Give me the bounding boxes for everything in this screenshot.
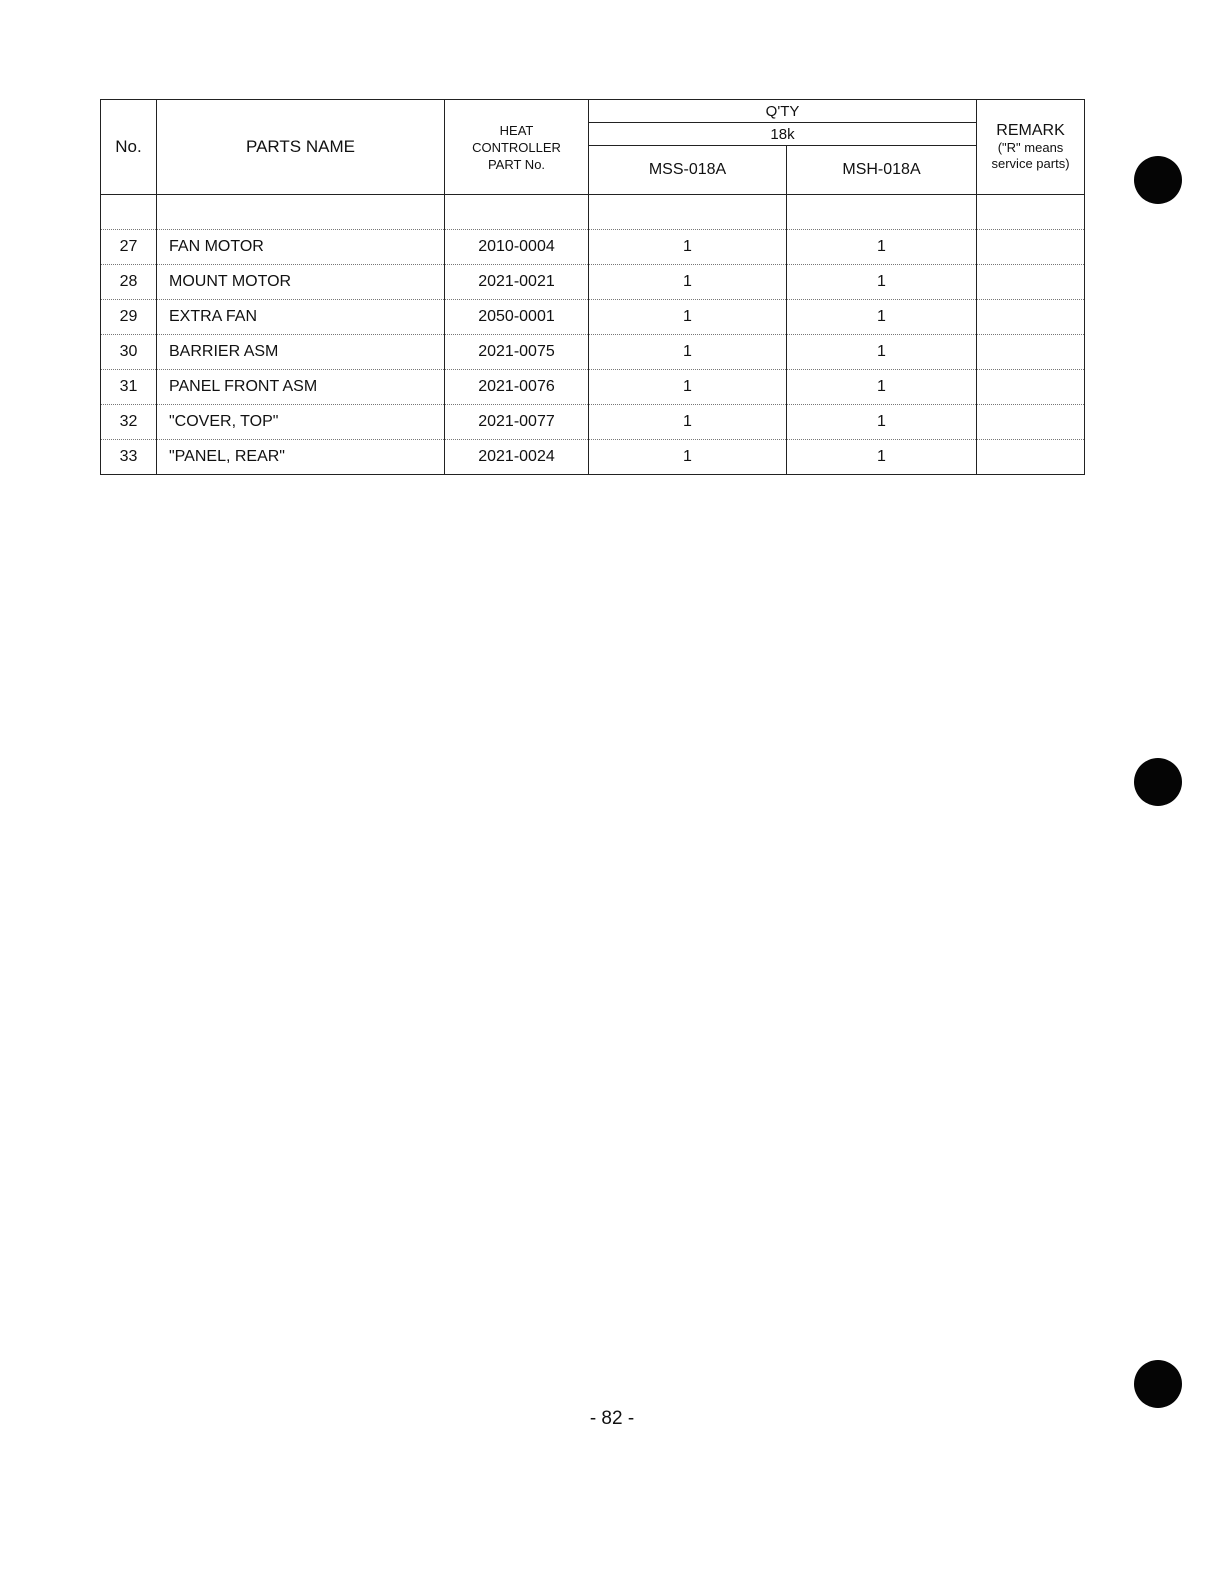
cell-parts-name: EXTRA FAN bbox=[157, 300, 445, 335]
header-part-no-line3: PART No. bbox=[487, 156, 546, 172]
cell-qty-model-1: 1 bbox=[589, 440, 787, 475]
header-remark bbox=[977, 100, 1085, 195]
table-header bbox=[101, 100, 1085, 195]
cell-part-no: 2021-0077 bbox=[445, 405, 589, 440]
cell-qty-model-2: 1 bbox=[787, 370, 977, 405]
table-row bbox=[101, 370, 1085, 405]
header-part-no-line1: HEAT bbox=[499, 122, 534, 138]
cell-part-no: 2021-0075 bbox=[445, 335, 589, 370]
header-remark-line1: REMARK bbox=[996, 122, 1065, 139]
cell-part-no: 2010-0004 bbox=[445, 230, 589, 265]
punch-hole-bottom bbox=[1134, 1360, 1182, 1408]
cell-no: 29 bbox=[101, 300, 157, 335]
cell-qty-model-2: 1 bbox=[787, 335, 977, 370]
cell-no: 31 bbox=[101, 370, 157, 405]
page-number: - 82 - bbox=[589, 1408, 635, 1429]
cell-remark bbox=[977, 230, 1085, 265]
cell-qty-model-2: 1 bbox=[787, 440, 977, 475]
cell-no: 30 bbox=[101, 335, 157, 370]
cell-no: 32 bbox=[101, 405, 157, 440]
cell-remark bbox=[977, 335, 1085, 370]
cell-part-no: 2021-0021 bbox=[445, 265, 589, 300]
cell-no: 28 bbox=[101, 265, 157, 300]
punch-hole-top bbox=[1134, 156, 1182, 204]
cell-qty-model-2: 1 bbox=[787, 405, 977, 440]
cell-parts-name: FAN MOTOR bbox=[157, 230, 445, 265]
punch-hole-middle bbox=[1134, 758, 1182, 806]
cell-part-no: 2050-0001 bbox=[445, 300, 589, 335]
header-model-1: MSS-018A bbox=[589, 146, 787, 195]
cell-remark bbox=[977, 265, 1085, 300]
header-part-no bbox=[445, 100, 589, 195]
cell-parts-name: MOUNT MOTOR bbox=[157, 265, 445, 300]
table-row bbox=[101, 405, 1085, 440]
cell-qty-model-2: 1 bbox=[787, 230, 977, 265]
cell-qty-model-1: 1 bbox=[589, 370, 787, 405]
table-row bbox=[101, 300, 1085, 335]
cell-remark bbox=[977, 370, 1085, 405]
cell-qty-model-1: 1 bbox=[589, 230, 787, 265]
cell-part-no: 2021-0024 bbox=[445, 440, 589, 475]
header-remark-line2: ("R" means bbox=[997, 140, 1064, 155]
cell-parts-name: "COVER, TOP" bbox=[157, 405, 445, 440]
cell-no: 33 bbox=[101, 440, 157, 475]
header-model-group: 18k bbox=[589, 123, 977, 146]
cell-part-no: 2021-0076 bbox=[445, 370, 589, 405]
cell-qty-model-2: 1 bbox=[787, 300, 977, 335]
cell-qty-model-2: 1 bbox=[787, 265, 977, 300]
cell-remark bbox=[977, 300, 1085, 335]
cell-qty-model-1: 1 bbox=[589, 405, 787, 440]
cell-remark bbox=[977, 405, 1085, 440]
header-parts-name: PARTS NAME bbox=[157, 100, 445, 195]
header-part-no-line2: CONTROLLER bbox=[472, 139, 561, 155]
header-model-2: MSH-018A bbox=[787, 146, 977, 195]
cell-qty-model-1: 1 bbox=[589, 265, 787, 300]
spacer-row bbox=[101, 195, 1085, 230]
table-row bbox=[101, 335, 1085, 370]
header-qty: Q'TY bbox=[589, 100, 977, 123]
parts-table bbox=[100, 99, 1085, 475]
header-remark-line3: service parts) bbox=[991, 156, 1070, 171]
table-row bbox=[101, 265, 1085, 300]
cell-no: 27 bbox=[101, 230, 157, 265]
cell-qty-model-1: 1 bbox=[589, 300, 787, 335]
cell-qty-model-1: 1 bbox=[589, 335, 787, 370]
table-body bbox=[101, 195, 1085, 475]
table-row bbox=[101, 230, 1085, 265]
cell-parts-name: BARRIER ASM bbox=[157, 335, 445, 370]
table-row bbox=[101, 440, 1085, 475]
cell-parts-name: "PANEL, REAR" bbox=[157, 440, 445, 475]
cell-remark bbox=[977, 440, 1085, 475]
cell-parts-name: PANEL FRONT ASM bbox=[157, 370, 445, 405]
header-no: No. bbox=[101, 100, 157, 195]
